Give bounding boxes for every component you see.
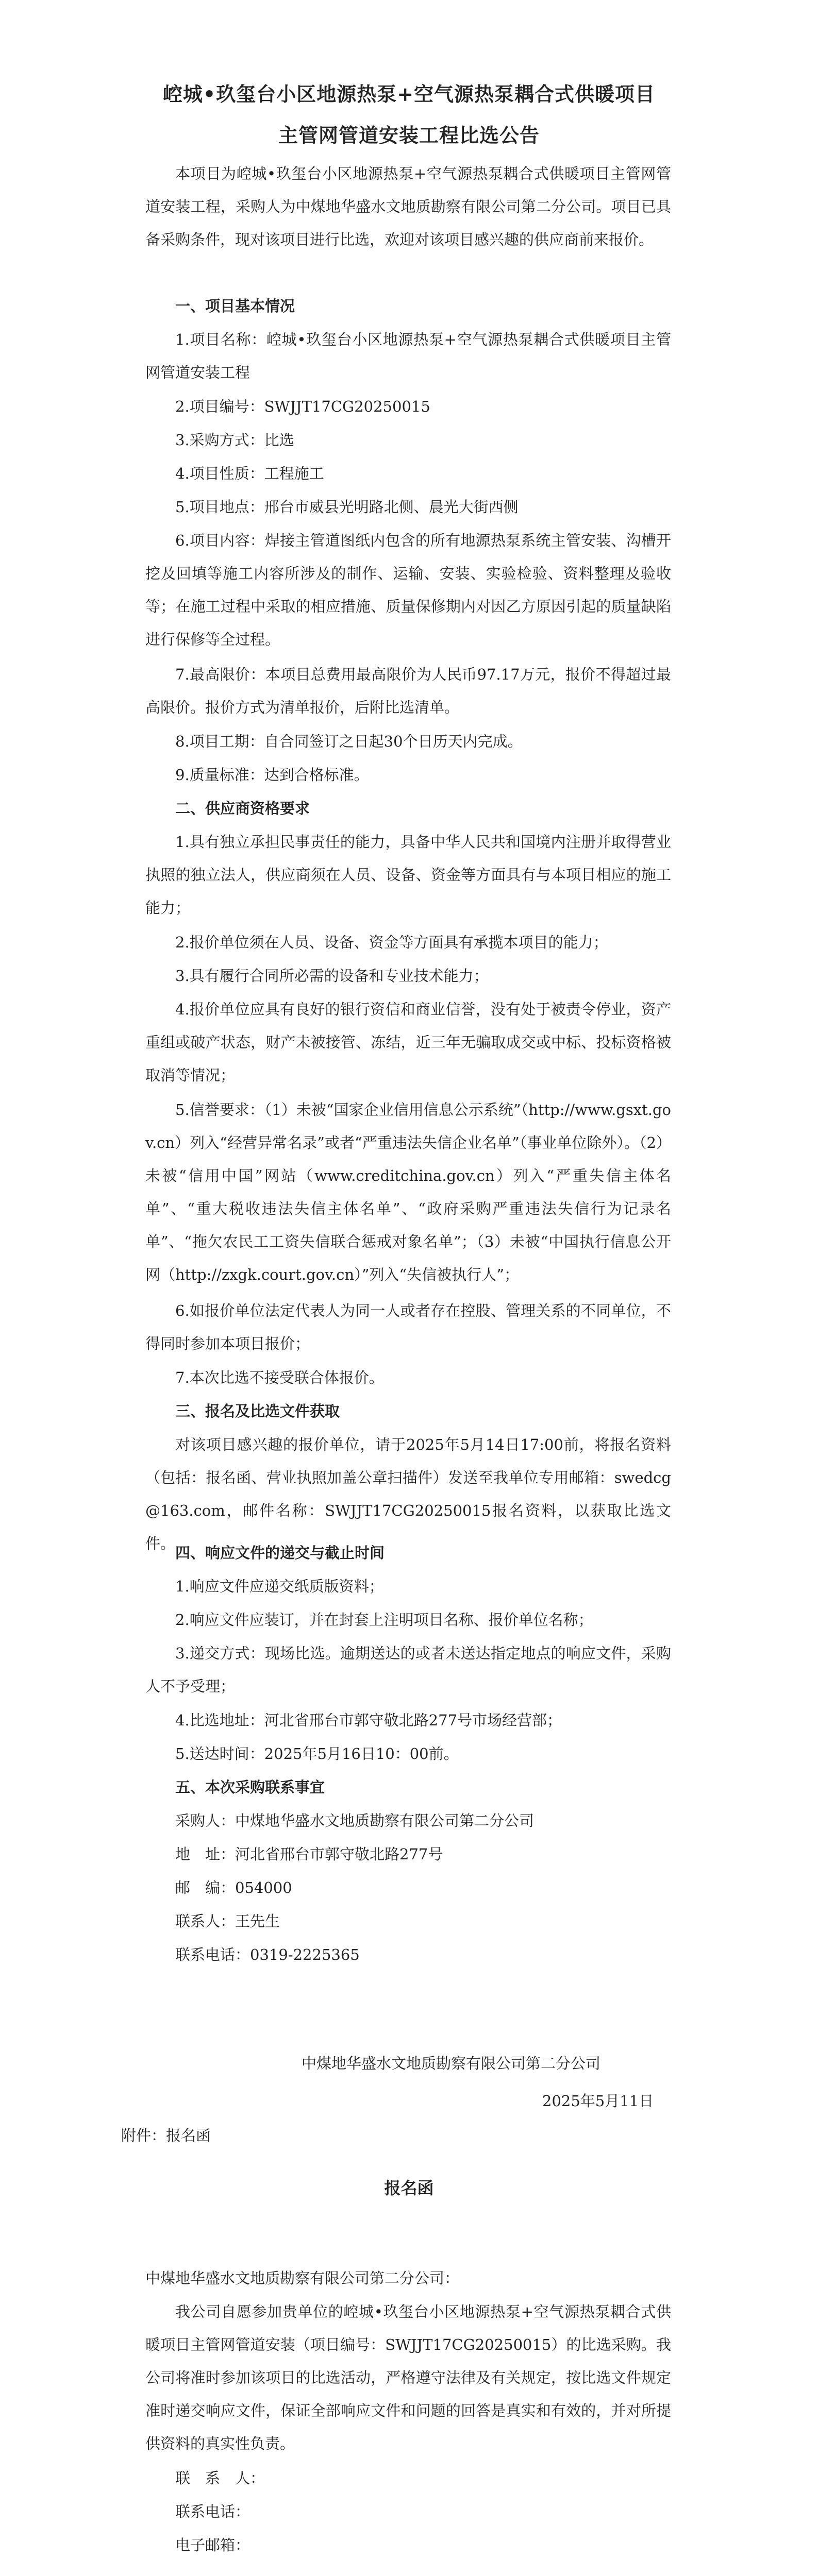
section2-item-6: 6.如报价单位法定代表人为同一人或者存在控股、管理关系的不同单位，不得同时参加本项目报价；: [145, 1302, 671, 1352]
section3-body: 对该项目感兴趣的报价单位，请于2025年5月14日17:00前，将报名资料（包括：报名函、营业执照加盖公章扫描件）发送至我单位专用邮箱：swedcg@163.com，邮件名称：SWJJT17CG20250015报名资料，以获取比选文件。: [145, 1436, 671, 1552]
section3-heading: 三、报名及比选文件获取: [175, 1402, 340, 1420]
section2-item-5: 5.信誉要求：（1）未被“国家企业信用信息公示系统”（http://www.gsxt.gov.cn）列入“经营异常名录”或者“严重违法失信企业名单”（事业单位除外）。（2）未被“信用中国”网站（www.creditchina.gov.cn）列入“严重失信主体名单”、“重大税收违法失信主体名单”、“政府采购严重违法失信行为记录名单”、“拖欠农民工工资失信联合惩戒对象名单”；（3）未被“中国执行信息公开网（http://zxgk.court.gov.cn）”列入“失信被执行人”；: [145, 1101, 671, 1283]
attachment-label: 附件：报名函: [121, 2127, 211, 2144]
intro-paragraph: 本项目为崆城•玖玺台小区地源热泵+空气源热泵耦合式供暖项目主管网管道安装工程，采购人为中煤地华盛水文地质勘察有限公司第二分公司。项目已具备采购条件，现对该项目进行比选，欢迎对该项目感兴趣的供应商前来报价。: [145, 165, 671, 248]
section1-item-4: 4.项目性质：工程施工: [175, 465, 324, 482]
section1-item-3: 3.采购方式：比选: [175, 431, 294, 449]
section4-item-5: 5.送达时间：2025年5月16日10：00前。: [175, 1745, 459, 1762]
section1-item-8: 8.项目工期：自合同签订之日起30个日历天内完成。: [175, 733, 523, 750]
form-contact-label: 联 系 人：: [175, 2469, 265, 2487]
form-phone-label: 联系电话：: [175, 2503, 251, 2520]
contact-address: 地 址：河北省邢台市郭守敬北路277号: [175, 1845, 443, 1863]
section1-heading: 一、项目基本情况: [175, 297, 295, 315]
section2-item-4: 4.报价单位应具有良好的银行资信和商业信誉，没有处于被责令停业，资产重组或破产状态，财产未被接管、冻结，近三年无骗取成交或中标、投标资格被取消等情况；: [145, 1001, 671, 1084]
form-email-label: 电子邮箱：: [175, 2536, 251, 2554]
section1-item-2: 2.项目编号：SWJJT17CG20250015: [175, 398, 430, 415]
section4-item-2: 2.响应文件应装订，并在封套上注明项目名称、报价单位名称；: [175, 1611, 593, 1629]
section5-heading: 五、本次采购联系事宜: [175, 1778, 325, 1796]
section2-heading: 二、供应商资格要求: [175, 800, 310, 817]
section1-item-5: 5.项目地点：邢台市威县光明路北侧、晨光大街西侧: [175, 498, 519, 516]
signature-date: 2025年5月11日: [542, 2092, 654, 2110]
section1-item-9: 9.质量标准：达到合格标准。: [175, 766, 369, 784]
attachment-addressee: 中煤地华盛水文地质勘察有限公司第二分公司：: [145, 2269, 460, 2287]
section2-item-1: 1.具有独立承担民事责任的能力，具备中华人民共和国境内注册并取得营业执照的独立法人，供应商须在人员、设备、资金等方面具有与本项目相应的施工能力；: [145, 833, 671, 917]
title-line-1: 崆城•玖玺台小区地源热泵+空气源热泵耦合式供暖项目: [162, 82, 656, 106]
title-line-2: 主管网管道安装工程比选公告: [278, 124, 540, 147]
section2-item-7: 7.本次比选不接受联合体报价。: [175, 1369, 384, 1386]
section2-item-3: 3.具有履行合同所必需的设备和专业技术能力；: [175, 967, 489, 985]
section1-item-7: 7.最高限价：本项目总费用最高限价为人民币97.17万元，报价不得超过最高限价。报价方式为清单报价，后附比选清单。: [145, 666, 671, 716]
section4-item-1: 1.响应文件应递交纸质版资料；: [175, 1578, 384, 1595]
attachment-title: 报名函: [384, 2178, 434, 2198]
contact-postcode: 邮 编：054000: [175, 1879, 292, 1896]
contact-phone: 联系电话：0319-2225365: [175, 1946, 360, 1963]
section4-heading: 四、响应文件的递交与截止时间: [175, 1544, 385, 1562]
section4-item-3: 3.递交方式：现场比选。逾期送达的或者未送达指定地点的响应文件，采购人不予受理；: [145, 1645, 671, 1695]
attachment-body: 我公司自愿参加贵单位的崆城•玖玺台小区地源热泵+空气源热泵耦合式供暖项目主管网管道安装（项目编号：SWJJT17CG20250015）的比选采购。我公司将准时参加该项目的比选活动，严格遵守法律及有关规定，按比选文件规定准时递交响应文件，保证全部响应文件和问题的回答是真实和有效的，并对所提供资料的真实性负责。: [145, 2303, 671, 2452]
section4-item-4: 4.比选地址：河北省邢台市郭守敬北路277号市场经营部；: [175, 1711, 562, 1729]
section1-item-6: 6.项目内容：焊接主管道图纸内包含的所有地源热泵系统主管安装、沟槽开挖及回填等施工内容所涉及的制作、运输、安装、实验检验、资料整理及验收等；在施工过程中采取的相应措施、质量保修期内对因乙方原因引起的质量缺陷进行保修等全过程。: [145, 532, 671, 648]
section1-item-1: 1.项目名称：崆城•玖玺台小区地源热泵+空气源热泵耦合式供暖项目主管网管道安装工程: [145, 331, 671, 381]
contact-person: 联系人：王先生: [175, 1912, 280, 1930]
signature-org: 中煤地华盛水文地质勘察有限公司第二分公司: [302, 2055, 601, 2072]
contact-purchaser: 采购人：中煤地华盛水文地质勘察有限公司第二分公司: [175, 1812, 535, 1829]
section2-item-2: 2.报价单位须在人员、设备、资金等方面具有承揽本项目的能力；: [175, 934, 608, 951]
